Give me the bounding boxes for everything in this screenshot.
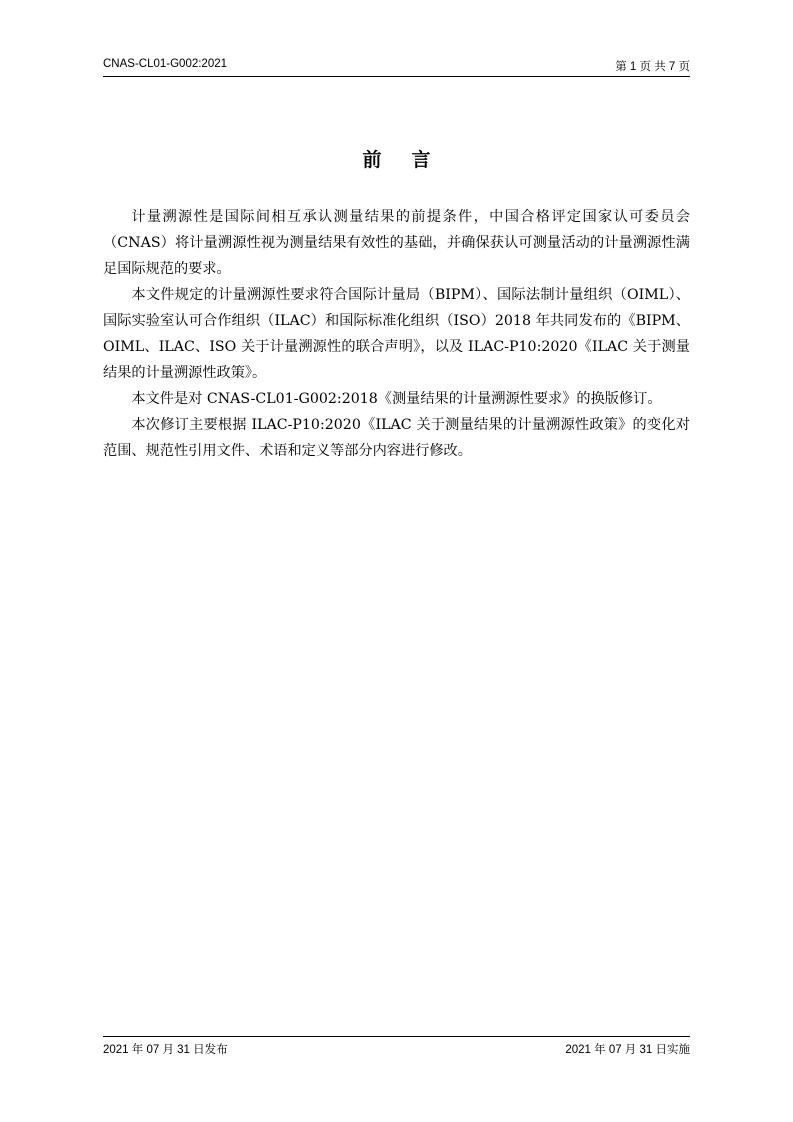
document-code: CNAS-CL01-G002:2021 — [103, 58, 228, 70]
paragraph: 本文件是对 CNAS-CL01-G002:2018《测量结果的计量溯源性要求》的换版修订。 — [131, 391, 662, 407]
paragraph: 计量溯源性是国际间相互承认测量结果的前提条件，中国合格评定国家认可委员会（CNAS）将计量溯源性视为测量结果有效性的基础，并确保获认可测量活动的计量溯源性满足国际规范的要求。 — [103, 209, 690, 277]
page-title: 前言 — [362, 149, 461, 171]
paragraph: 本次修订主要根据 ILAC-P10:2020《ILAC 关于测量结果的计量溯源性政策》的变化对范围、规范性引用文件、术语和定义等部分内容进行修改。 — [103, 417, 690, 459]
effective-date: 2021 年 07 月 31 日实施 — [565, 1044, 690, 1056]
page-header — [103, 56, 690, 77]
preface-body — [103, 204, 690, 464]
page-number: 第 1 页 共 7 页 — [615, 61, 690, 73]
paragraph: 本文件规定的计量溯源性要求符合国际计量局（BIPM）、国际法制计量组织（OIML）、国际实验室认可合作组织（ILAC）和国际标准化组织（ISO）2018 年共同发布的《BIPM、OIML、ILAC、ISO 关于计量溯源性的联合声明》，以及 ILAC-P10:2020《ILAC 关于测量结果的计量溯源性政策》。 — [103, 287, 690, 381]
publish-date: 2021 年 07 月 31 日发布 — [103, 1044, 228, 1056]
page-footer — [103, 1036, 690, 1057]
